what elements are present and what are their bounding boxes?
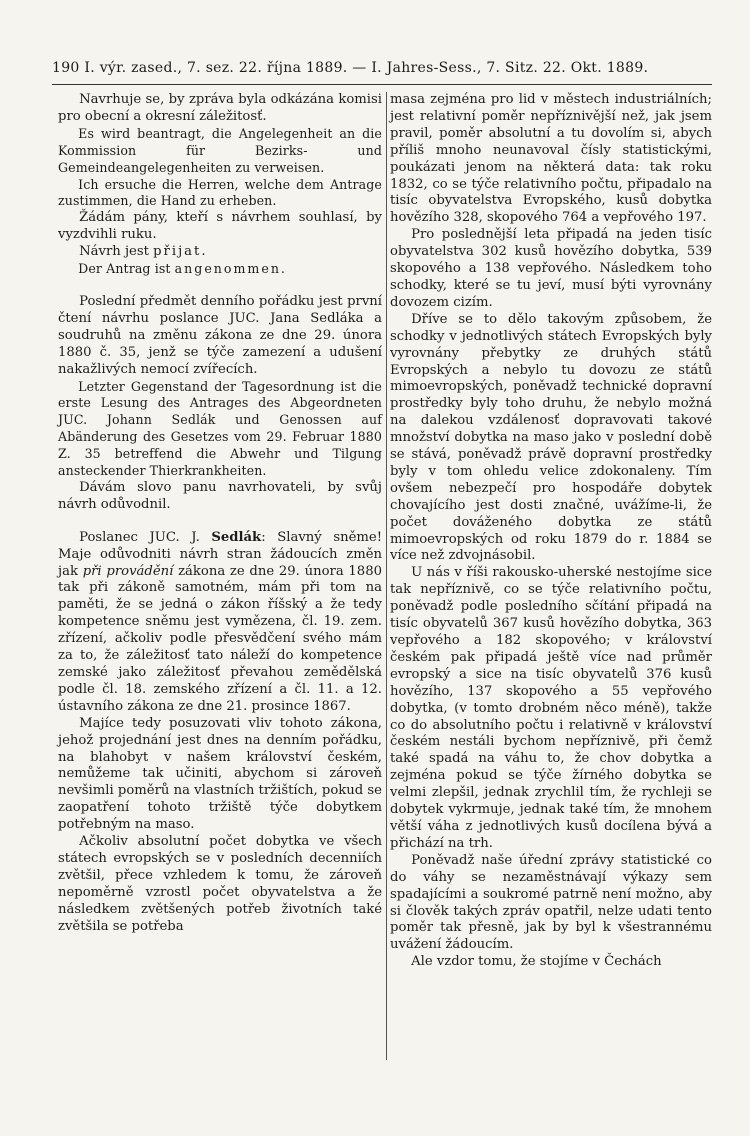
paragraph: [58, 244, 382, 261]
paragraph: Ich ersuche die Herren, welche dem Antrage zustimmen, die Hand zu erheben.: [58, 176, 382, 209]
speaker-name: Sedlák: [211, 529, 262, 545]
paragraph: Majíce tedy posuzovati vliv tohoto zákona, jehož projednání jest dnes na denním pořádku, na blahobyt v našem království českém, nemůžeme tak učiniti, abychom si zároveň nevšimli poměrů na vlastních tržištích, pokud se zaopatření tohoto tržiště týče dobytkem potřebným na maso.: [58, 715, 382, 833]
paragraph: Poněvadž naše úřední zprávy statistické co do váhy se nezaměstnávají výkazy sem spadajícími a soukromé patrně není možno, aby si člověk takých zpráv opatřil, nelze udati tento poměr tak přesně, jak by byl k všestrannému uvážení žádoucím.: [390, 852, 712, 953]
paragraph: Es wird beantragt, die Angelegenheit an die Kommission für Bezirks- und Gemeindeangelegenheiten zu verweisen.: [58, 125, 382, 175]
header-rule: [52, 84, 712, 85]
paragraph: [58, 261, 382, 278]
paragraph: Ačkoliv absolutní počet dobytka ve všech státech evropských se v posledních decenniích zvětšil, přece vzhledem k tomu, že zároveň nepoměrně vzrostl počet obyvatelstva a že následkem zvětšených potřeb životních také zvětšila se potřeba: [58, 834, 382, 934]
paragraph: Pro poslednější leta připadá na jeden tisíc obyvatelstva 302 kusů hovězího dobytka, 539 skopového a 138 vepřového. Následkem toho schodky, které se tu jeví, musí býti vyrovnány dovozem cizím.: [390, 227, 712, 310]
paragraph: [58, 530, 382, 716]
left-column: [58, 92, 382, 936]
text-run: Návrh jest: [79, 244, 154, 260]
paragraph: Poslední předmět denního pořádku jest první čtení návrhu poslance JUC. Jana Sedláka a soudruhů na změnu zákona ze dne 29. února 1880 č. 35, jenž se týče zamezení a udušení nakažlivých nemocí zvířecích.: [58, 293, 382, 377]
paragraph: Dříve se to dělo takovým způsobem, že schodky v jednotlivých státech Evropských byly vyrovnány přebytky ze druhých států Evropských a nebylo tu dovozu ze států mimoevropských, poněvadž technické dopravní prostředky byly toho druhu, že nebylo možná na dalekou vzdálenosť dopravovati takové množství dobytka na maso jako v poslední době se stává, poněvadž právě dopravní prostředky byly v tom ohledu velice zdokonaleny. Tím ovšem nebezpečí pro hospodáře dobytek chovajícího jest dosti značné, uvážíme-li, že počet dováženého dobytka ze států mimoevropských od roku 1879 do r. 1884 se více než zdvojnásobil.: [390, 311, 712, 564]
right-column: [390, 92, 712, 971]
text-run: při provádění: [82, 563, 174, 579]
text-run: zákona ze dne 29. února 1880 tak při zákoně samotném, mám při tom na paměti, že se jedná o zákon říšský a že tedy kompetence sněmu jest vymězena, čl. 19. zem. zřízení, ačkoliv podle přesvědčení svého mám za to, že záležitosť tato náleží do kompetence zemské jako záležitosť převahou zemědělská podle čl. 18. zemského zřízení a čl. 11. a 12. ústavního zákona ze dne 21. prosince 1867.: [58, 563, 382, 714]
paragraph: Ale vzdor tomu, že stojíme v Čechách: [411, 954, 662, 970]
paragraph: U nás v říši rakousko-uherské nestojíme sice tak nepříznivě, co se týče relativního počtu, poněvadž podle posledního sčítání připadá na tisíc obyvatelů 367 kusů hovězího dobytka, 363 vepřového a 182 skopového; v království českém pak připadá ještě více nad průměr evropský a sice na tisíc obyvatelů 376 kusů hovězího, 137 skopového a 55 vepřového dobytka, (v tomto drobném něco méně), takže co do absolutního počtu i relativně v království českém nestáli bychom nepříznivě, při čemž také spadá na váhu to, že chov dobytka a zejména pokud se týče žírného dobytka se velmi zlepšil, jednak zrychlil tím, že rychleji se dobytek vykrmuje, jednak také tím, že mnohem větší váha z jednotlivých kusů docílena bývá a přichází na trh.: [390, 565, 712, 851]
page-header: 190 I. výr. zased., 7. sez. 22. října 1889. — I. Jahres-Sess., 7. Sitz. 22. Okt. 1889.: [52, 60, 649, 76]
text-run: : Slavný sněme! Maje odůvodniti návrh stran žádoucích změn jak: [58, 529, 382, 579]
text-run: přijat.: [153, 244, 208, 260]
text-run: angenommen.: [174, 261, 287, 277]
column-divider: [386, 92, 387, 1060]
text-run: Der Antrag ist: [78, 261, 175, 277]
paragraph: Žádám pány, kteří s návrhem souhlasí, by vyzdvihli ruku.: [58, 210, 382, 243]
paragraph: masa zejména pro lid v městech industriálních; jest relativní poměr nepříznivější než, jak jsem pravil, poměr absolutní a tu dovolím si, abych příliš mnoho neunavoval čísly statistickými, poukázati jenom na některá data: tak roku 1832, co se týče relativního počtu, připadalo na tisíc obyvatelstva Evropského, kusů dobytka hovězího 328, skopového 764 a vepřového 197.: [390, 92, 712, 226]
paragraph: Navrhuje se, by zpráva byla odkázána komisi pro obecní a okresní záležitosť.: [58, 92, 382, 124]
paragraph: Dávám slovo panu navrhovateli, by svůj návrh odůvodnil.: [58, 479, 382, 512]
paragraph: Letzter Gegenstand der Tagesordnung ist die erste Lesung des Antrages des Abgeordneten JUC. Johann Sedlák und Genossen auf Abänderung des Gesetzes vom 29. Februar 1880 Z. 35 betreffend die Abwehr und Tilgung ansteckender Thierkrankheiten.: [58, 378, 382, 479]
text-run: Poslanec JUC. J.: [79, 529, 212, 545]
